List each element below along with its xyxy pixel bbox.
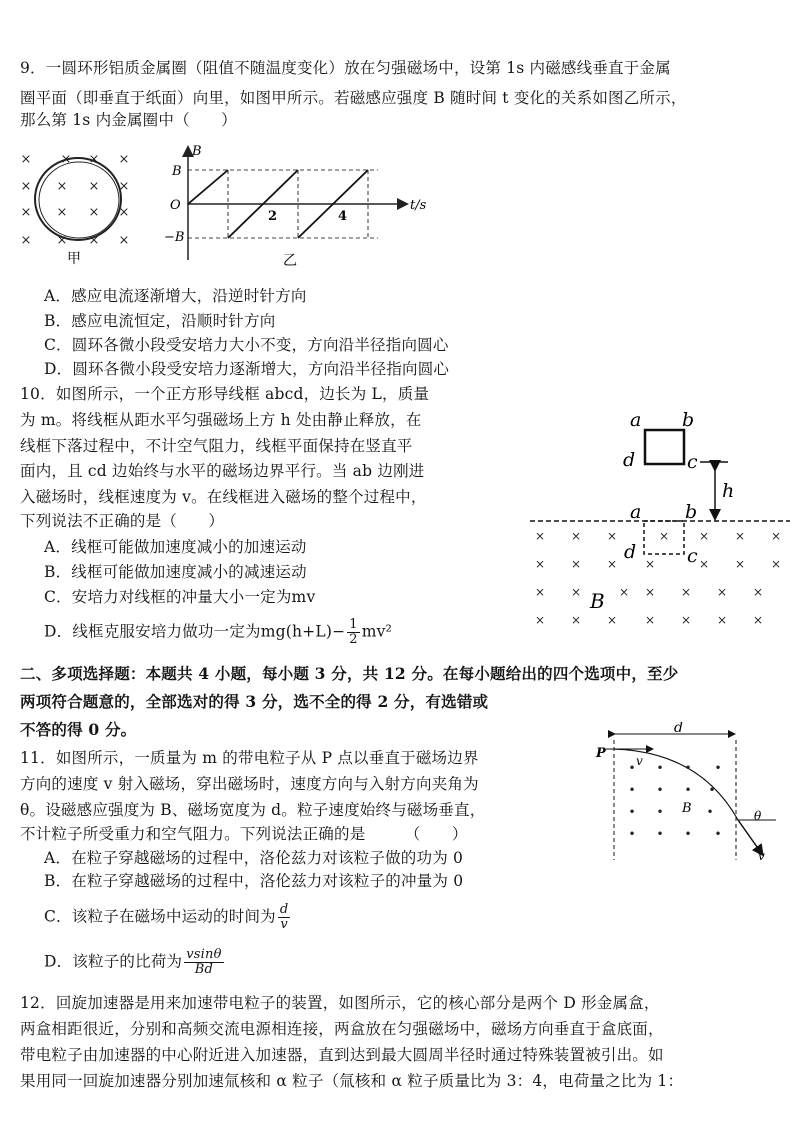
svg-text:×: × — [752, 585, 764, 599]
field-mark: × — [20, 233, 32, 248]
q10-option-d-suffix: mv² — [361, 622, 393, 641]
svg-text:×: × — [716, 613, 728, 627]
q9-stem-line-2: 圈平面（即垂直于纸面）向里，如图甲所示。若磁感应强度 B 随时间 t 变化的关系如图乙所示， — [20, 89, 687, 107]
vertex-a-lower: a — [630, 501, 642, 523]
field-mark: × — [88, 179, 100, 194]
svg-text:•: • — [628, 761, 636, 775]
svg-text:•: • — [656, 761, 664, 775]
q12-line-3: 带电粒子由加速器的中心附近进入加速器，直到达到最大圆周半径时通过特殊装置被引出。如 — [20, 1046, 664, 1064]
svg-text:×: × — [752, 613, 764, 627]
metal-ring — [35, 158, 121, 240]
q11-figure — [590, 722, 790, 864]
svg-text:•: • — [714, 827, 722, 841]
svg-text:×: × — [644, 585, 656, 599]
field-mark: × — [118, 152, 130, 167]
field-mark: × — [60, 152, 72, 167]
fraction-half: $\frac{1}{2}$ — [349, 617, 358, 647]
vertex-a: a — [630, 409, 642, 431]
q9-stem-line-1: 9．一圆环形铝质金属圈（阻值不随温度变化）放在匀强磁场中，设第 1s 内磁感线垂直于金属 — [20, 59, 671, 77]
vertex-c: c — [687, 451, 698, 473]
q11-option-a[interactable]: A．在粒子穿越磁场的过程中，洛伦兹力对该粒子做的功为 0 — [44, 849, 464, 867]
svg-text:×: × — [534, 585, 546, 599]
q11-option-b[interactable]: B．在粒子穿越磁场的过程中，洛伦兹力对该粒子的冲量为 0 — [44, 872, 464, 890]
q10-option-d-prefix: D．线框克服安培力做功一定为mg(h+L)− — [44, 622, 346, 641]
field-mark: × — [118, 179, 130, 194]
svg-text:×: × — [770, 529, 782, 543]
svg-text:×: × — [658, 529, 670, 543]
exit-velocity-label: v — [758, 849, 765, 863]
section2-heading-line-3: 不答的得 0 分。 — [20, 720, 137, 739]
svg-text:•: • — [656, 783, 664, 797]
field-mark: × — [118, 205, 130, 220]
vertex-c-lower: c — [687, 545, 698, 567]
svg-text:×: × — [644, 557, 656, 571]
field-mark: × — [118, 233, 130, 248]
angle-theta: θ — [754, 809, 762, 823]
q10-stem-line-4: 面内，且 cd 边始终与水平的磁场边界平行。当 ab 边刚进 — [20, 462, 425, 480]
q10-option-d[interactable] — [44, 618, 392, 647]
b-axis-label: B — [192, 144, 202, 159]
svg-text:×: × — [680, 585, 692, 599]
width-d: d — [674, 722, 683, 736]
q9-option-c[interactable]: C．圆环各微小段受安培力大小不变，方向沿半径指向圆心 — [44, 336, 449, 354]
field-mark: × — [88, 205, 100, 220]
svg-text:•: • — [684, 827, 692, 841]
svg-text:×: × — [698, 557, 710, 571]
tick-2: 2 — [268, 209, 278, 224]
q10-option-b[interactable]: B．线框可能做加速度减小的减速运动 — [44, 563, 307, 581]
svg-text:×: × — [534, 557, 546, 571]
svg-text:•: • — [628, 827, 636, 841]
q9-figure-yi — [158, 142, 438, 270]
q10-stem-line-6: 下列说法不正确的是（ ） — [20, 512, 225, 530]
t-axis-label: t/s — [410, 198, 427, 213]
q10-stem-line-2: 为 m。将线框从距水平匀强磁场上方 h 处由静止释放，在 — [20, 411, 422, 429]
tick-4: 4 — [338, 209, 348, 224]
q12-line-1: 12．回旋加速器是用来加速带电粒子的装置，如图所示，它的核心部分是两个 D 形金属盒， — [20, 994, 660, 1012]
q10-option-c[interactable]: C．安培力对线框的冲量大小一定为mv — [44, 588, 316, 606]
field-mark: × — [56, 179, 68, 194]
svg-text:•: • — [706, 805, 714, 819]
q9-option-b[interactable]: B．感应电流恒定，沿顺时针方向 — [44, 312, 276, 330]
field-label-b: B — [682, 801, 692, 816]
q11-stem-line-3: θ。设磁感应强度为 B、磁场宽度为 d。粒子速度始终与磁场垂直， — [20, 801, 486, 819]
svg-text:×: × — [534, 529, 546, 543]
field-mark: × — [88, 152, 100, 167]
q10-stem-line-3: 线框下落过程中，不计空气阻力，线框平面保持在竖直平 — [20, 437, 413, 455]
svg-text:•: • — [684, 761, 692, 775]
q11-stem-line-4: 不计粒子所受重力和空气阻力。下列说法正确的是 （ ） — [20, 825, 468, 843]
point-p: P — [596, 746, 606, 761]
q11-stem-line-2: 方向的速度 v 射入磁场，穿出磁场时，速度方向与入射方向夹角为 — [20, 775, 479, 793]
svg-text:•: • — [684, 783, 692, 797]
q11-option-c[interactable] — [44, 903, 292, 932]
svg-text:•: • — [656, 827, 664, 841]
field-mark: × — [20, 152, 32, 167]
field-mark: × — [20, 179, 32, 194]
origin-label: O — [170, 198, 181, 213]
q10-stem-line-5: 入磁场时，线框速度为 v。在线框进入磁场的整个过程中， — [20, 488, 427, 506]
field-dots — [628, 761, 721, 841]
svg-text:×: × — [570, 529, 582, 543]
q10-option-a[interactable]: A．线框可能做加速度减小的加速运动 — [44, 538, 307, 556]
q9-option-d[interactable]: D．圆环各微小段受安培力逐渐增大，方向沿半径指向圆心 — [44, 360, 450, 378]
svg-text:×: × — [606, 529, 618, 543]
svg-text:×: × — [534, 613, 546, 627]
q11-option-d-prefix: D．该粒子的比荷为 — [44, 952, 183, 971]
field-mark: × — [20, 205, 32, 220]
svg-text:×: × — [618, 585, 630, 599]
field-mark: × — [56, 233, 68, 248]
svg-text:×: × — [734, 529, 746, 543]
svg-text:×: × — [570, 613, 582, 627]
section2-heading-line-2: 两项符合题意的，全部选对的得 3 分，选不全的得 2 分，有选错或 — [20, 692, 489, 711]
svg-text:×: × — [606, 557, 618, 571]
vertex-d: d — [623, 449, 636, 471]
square-frame — [645, 430, 684, 464]
fig-jia-caption: 甲 — [67, 251, 81, 267]
fraction-charge-mass: $\frac{vsin\theta}{Bd}$ — [186, 947, 222, 977]
q10-stem-line-1: 10．如图所示，一个正方形导线框 abcd，边长为 L，质量 — [20, 385, 430, 403]
svg-text:×: × — [680, 613, 692, 627]
field-mark: × — [56, 205, 68, 220]
svg-text:×: × — [770, 557, 782, 571]
q12-line-4: 果用同一回旋加速器分别加速氚核和 α 粒子（氚核和 α 粒子质量比为 3：4，电荷量之比为 1： — [20, 1072, 684, 1090]
b-curve-seg-1 — [188, 170, 228, 204]
q9-option-a[interactable]: A．感应电流逐渐增大，沿逆时针方向 — [44, 287, 307, 305]
q9-figure-jia — [18, 150, 140, 268]
q12-line-2: 两盒相距很近，分别和高频交流电源相连接，两盒放在匀强磁场中，磁场方向垂直于盒底面， — [20, 1020, 664, 1038]
svg-text:×: × — [570, 557, 582, 571]
b-top-label: B — [172, 164, 182, 179]
svg-text:×: × — [716, 585, 728, 599]
svg-text:×: × — [606, 613, 618, 627]
section2-heading-line-1: 二、多项选择题：本题共 4 小题，每小题 3 分，共 12 分。在每小题给出的四个选项中，至少 — [20, 664, 679, 683]
vertex-d-lower: d — [624, 541, 637, 563]
b-bottom-label: −B — [164, 230, 185, 245]
entry-velocity-label: v — [636, 754, 643, 768]
svg-text:•: • — [656, 805, 664, 819]
vertex-b-lower: b — [685, 501, 698, 523]
vertex-b: b — [682, 409, 695, 431]
height-h: h — [722, 480, 735, 502]
svg-text:×: × — [698, 529, 710, 543]
field-marks — [535, 529, 781, 627]
svg-text:×: × — [570, 585, 582, 599]
q11-stem-line-1: 11．如图所示，一质量为 m 的带电粒子从 P 点以垂直于磁场边界 — [20, 749, 479, 767]
svg-text:•: • — [628, 805, 636, 819]
fig-yi-caption: 乙 — [283, 253, 297, 269]
field-mark: × — [88, 233, 100, 248]
field-label-b: B — [590, 589, 605, 613]
svg-text:•: • — [708, 783, 716, 797]
svg-text:×: × — [734, 557, 746, 571]
svg-text:•: • — [714, 761, 722, 775]
q10-figure — [526, 402, 794, 632]
svg-text:•: • — [628, 783, 636, 797]
q9-stem-line-3: 那么第 1s 内金属圈中（ ） — [20, 111, 237, 129]
q11-option-d[interactable] — [44, 948, 226, 977]
metal-ring-inner — [39, 162, 119, 238]
fraction-d-over-v: $\frac{d}{v}$ — [279, 902, 289, 932]
q11-option-c-prefix: C．该粒子在磁场中运动的时间为 — [44, 907, 276, 926]
svg-text:×: × — [644, 613, 656, 627]
